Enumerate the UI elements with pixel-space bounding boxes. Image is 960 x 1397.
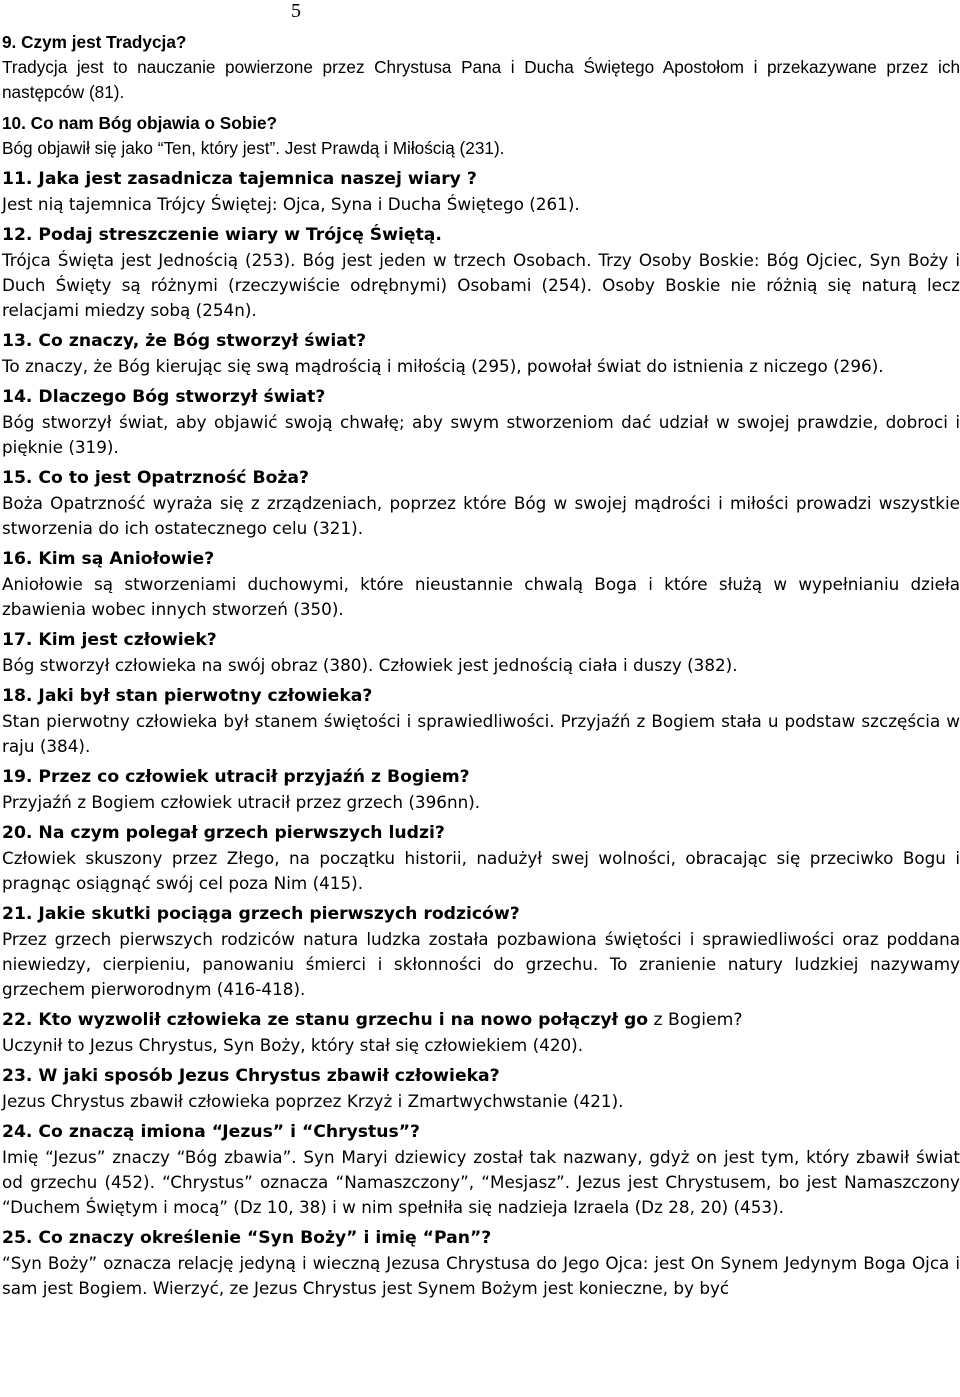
entry-22 bbox=[2, 1008, 960, 1058]
question-16: 16. Kim są Aniołowie? bbox=[2, 549, 215, 569]
question-13: 13. Co znaczy, że Bóg stworzył świat? bbox=[2, 331, 367, 351]
answer-23: Jezus Chrystus zbawił człowieka poprzez Krzyż i Zmartwychwstanie (421). bbox=[2, 1091, 624, 1111]
entry-10 bbox=[2, 111, 960, 161]
question-20: 20. Na czym polegał grzech pierwszych ludzi? bbox=[2, 823, 445, 843]
question-24: 24. Co znaczą imiona “Jezus” i “Chrystus”? bbox=[2, 1122, 420, 1142]
catechism-content bbox=[2, 30, 960, 1307]
answer-13: To znaczy, że Bóg kierując się swą mądrością i miłością (295), powołał świat do istnienia z niczego (296). bbox=[2, 356, 884, 376]
question-23: 23. W jaki sposób Jezus Chrystus zbawił człowieka? bbox=[2, 1066, 500, 1086]
entry-9 bbox=[2, 30, 960, 105]
answer-22: Uczynił to Jezus Chrystus, Syn Boży, który stał się człowiekiem (420). bbox=[2, 1035, 584, 1055]
answer-15: Boża Opatrzność wyraża się z zrządzeniach, poprzez które Bóg w swojej mądrości i miłości prowadzi wszystkie stworzenia do ich ostatecznego celu (321). bbox=[2, 493, 960, 538]
question-25: 25. Co znaczy określenie “Syn Boży” i imię “Pan”? bbox=[2, 1228, 492, 1248]
entry-16 bbox=[2, 547, 960, 622]
question-14: 14. Dlaczego Bóg stworzył świat? bbox=[2, 387, 326, 407]
question-17: 17. Kim jest człowiek? bbox=[2, 630, 217, 650]
answer-12: Trójca Święta jest Jednością (253). Bóg jest jeden w trzech Osobach. Trzy Osoby Boskie: Bóg Ojciec, Syn Boży i Duch Święty są różnymi (rzeczywiście odrębnymi) Osobami (254). Osoby Boskie nie różnią się naturą lecz relacjami miedzy sobą (254n). bbox=[2, 250, 960, 320]
question-19: 19. Przez co człowiek utracił przyjaźń z Bogiem? bbox=[2, 767, 470, 787]
entry-13 bbox=[2, 329, 960, 379]
entry-14 bbox=[2, 385, 960, 460]
entry-23 bbox=[2, 1064, 960, 1114]
entry-18 bbox=[2, 684, 960, 759]
question-9: 9. Czym jest Tradycja? bbox=[2, 32, 187, 52]
answer-11: Jest nią tajemnica Trójcy Świętej: Ojca, Syna i Ducha Świętego (261). bbox=[2, 194, 580, 214]
answer-21: Przez grzech pierwszych rodziców natura ludzka została pozbawiona świętości i sprawiedliwości oraz poddana niewiedzy, cierpieniu, panowaniu śmierci i skłonności do grzechu. To zranienie natury ludzkiej nazywamy grzechem pierworodnym (416-418). bbox=[2, 929, 960, 999]
answer-20: Człowiek skuszony przez Złego, na początku historii, nadużył swej wolności, obracając się przeciwko Bogu i pragnąc osiągnąć swój cel poza Nim (415). bbox=[2, 848, 960, 893]
question-18: 18. Jaki był stan pierwotny człowieka? bbox=[2, 686, 373, 706]
answer-17: Bóg stworzył człowieka na swój obraz (380). Człowiek jest jednością ciała i duszy (382). bbox=[2, 655, 738, 675]
question-22 bbox=[2, 1008, 960, 1033]
entry-25 bbox=[2, 1226, 960, 1301]
answer-25: “Syn Boży” oznacza relację jedyną i wieczną Jezusa Chrystusa do Jego Ojca: jest On Synem Jedynym Boga Ojca i sam jest Bogiem. Wierzyć, ze Jezus Chrystus jest Synem Bożym jest konieczne, by być bbox=[2, 1253, 960, 1298]
question-22-tail: z Bogiem? bbox=[648, 1010, 743, 1030]
question-10: 10. Co nam Bóg objawia o Sobie? bbox=[2, 113, 278, 133]
answer-24: Imię “Jezus” znaczy “Bóg zbawia”. Syn Maryi dziewicy został tak nazwany, gdyż on jest tym, który zbawił świat od grzechu (452). “Chrystus” oznacza “Namaszczony”, “Mesjasz”. Jezus jest Chrystusem, bo jest Namaszczony “Duchem Świętym i mocą” (Dz 10, 38) i w nim spełniła się nadzieja Izraela (Dz 28, 20) (453). bbox=[2, 1147, 960, 1217]
page-number: 5 bbox=[291, 0, 301, 22]
answer-19: Przyjaźń z Bogiem człowiek utracił przez grzech (396nn). bbox=[2, 792, 481, 812]
entry-15 bbox=[2, 466, 960, 541]
question-22-bold: 22. Kto wyzwolił człowieka ze stanu grzechu i na nowo połączył go bbox=[2, 1010, 649, 1030]
answer-18: Stan pierwotny człowieka był stanem świętości i sprawiedliwości. Przyjaźń z Bogiem stała u podstaw szczęścia w raju (384). bbox=[2, 711, 960, 756]
answer-10: Bóg objawił się jako “Ten, który jest”. Jest Prawdą i Miłością (231). bbox=[2, 138, 505, 158]
entry-20 bbox=[2, 821, 960, 896]
question-11: 11. Jaka jest zasadnicza tajemnica naszej wiary ? bbox=[2, 169, 477, 189]
answer-14: Bóg stworzył świat, aby objawić swoją chwałę; aby swym stworzeniom dać udział w swojej prawdzie, dobroci i pięknie (319). bbox=[2, 412, 960, 457]
answer-16: Aniołowie są stworzeniami duchowymi, które nieustannie chwalą Boga i które służą w wypełnianiu dzieła zbawienia wobec innych stworzeń (350). bbox=[2, 574, 960, 619]
answer-9: Tradycja jest to nauczanie powierzone przez Chrystusa Pana i Ducha Świętego Apostołom i przekazywane przez ich następców (81). bbox=[2, 57, 960, 102]
entry-17 bbox=[2, 628, 960, 678]
entry-11 bbox=[2, 167, 960, 217]
entry-19 bbox=[2, 765, 960, 815]
question-21: 21. Jakie skutki pociąga grzech pierwszych rodziców? bbox=[2, 904, 520, 924]
entry-12 bbox=[2, 223, 960, 323]
entry-21 bbox=[2, 902, 960, 1002]
entry-24 bbox=[2, 1120, 960, 1220]
question-12: 12. Podaj streszczenie wiary w Trójcę Świętą. bbox=[2, 225, 442, 245]
question-15: 15. Co to jest Opatrzność Boża? bbox=[2, 468, 309, 488]
